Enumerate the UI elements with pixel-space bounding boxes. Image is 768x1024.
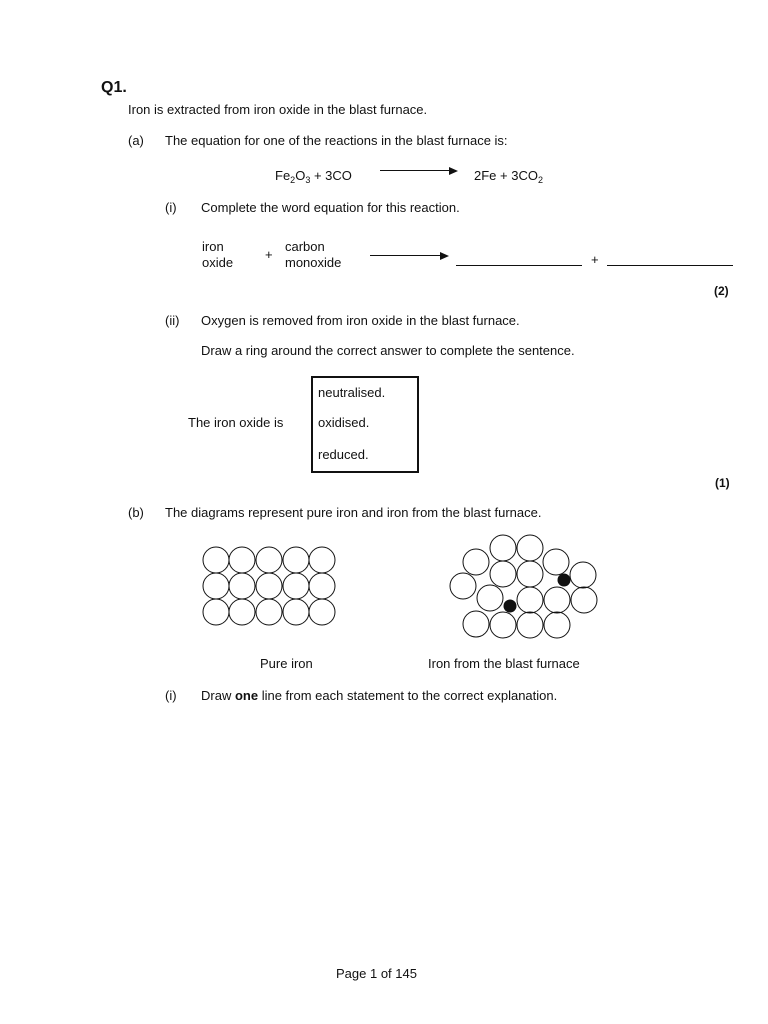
reactant-carbon-monoxide-line1: carbon — [285, 239, 325, 254]
sentence-start: The iron oxide is — [188, 415, 284, 430]
question-number: Q1. — [101, 79, 127, 96]
equation-lhs: $Fe_2O_3 + 3CO$ — [275, 168, 352, 185]
part-a-ii-label: (ii) — [165, 313, 180, 328]
option-oxidised[interactable]: oxidised. — [318, 415, 370, 430]
part-a-text: The equation for one of the reactions in the blast furnace is: — [165, 133, 508, 148]
part-b-text: The diagrams represent pure iron and iron from the blast furnace. — [165, 505, 542, 520]
part-a-label: (a) — [128, 133, 144, 148]
reactant-carbon-monoxide-line2: monoxide — [285, 255, 342, 270]
part-b-i-label: (i) — [165, 688, 177, 703]
option-neutralised[interactable]: neutralised. — [318, 385, 386, 400]
marks-a-ii: (1) — [715, 476, 730, 490]
part-a-ii-instruction: Draw a ring around the correct answer to complete the sentence. — [201, 343, 575, 358]
reactant-plus: + — [265, 247, 273, 262]
part-b-label: (b) — [128, 505, 144, 520]
question-intro: Iron is extracted from iron oxide in the blast furnace. — [128, 102, 428, 117]
caption-pure-iron: Pure iron — [260, 656, 313, 671]
product-plus: + — [591, 252, 599, 267]
reactant-iron-oxide-line1: iron — [202, 239, 224, 254]
equation-rhs: $2Fe + 3CO_2$ — [474, 168, 543, 185]
part-a-i-label: (i) — [165, 200, 177, 215]
reactant-iron-oxide-line2: oxide — [202, 255, 234, 270]
carbon-atoms — [504, 574, 571, 613]
marks-a-i: (2) — [714, 284, 729, 298]
part-a-i-text: Complete the word equation for this reaction. — [201, 200, 460, 215]
option-reduced[interactable]: reduced. — [318, 447, 369, 462]
caption-blast-furnace-iron: Iron from the blast furnace — [428, 656, 580, 671]
part-a-ii-text: Oxygen is removed from iron oxide in the blast furnace. — [201, 313, 520, 328]
page-number: Page 1 of 145 — [336, 966, 417, 981]
part-b-i-text: Draw one line from each statement to the correct explanation. — [201, 688, 558, 703]
